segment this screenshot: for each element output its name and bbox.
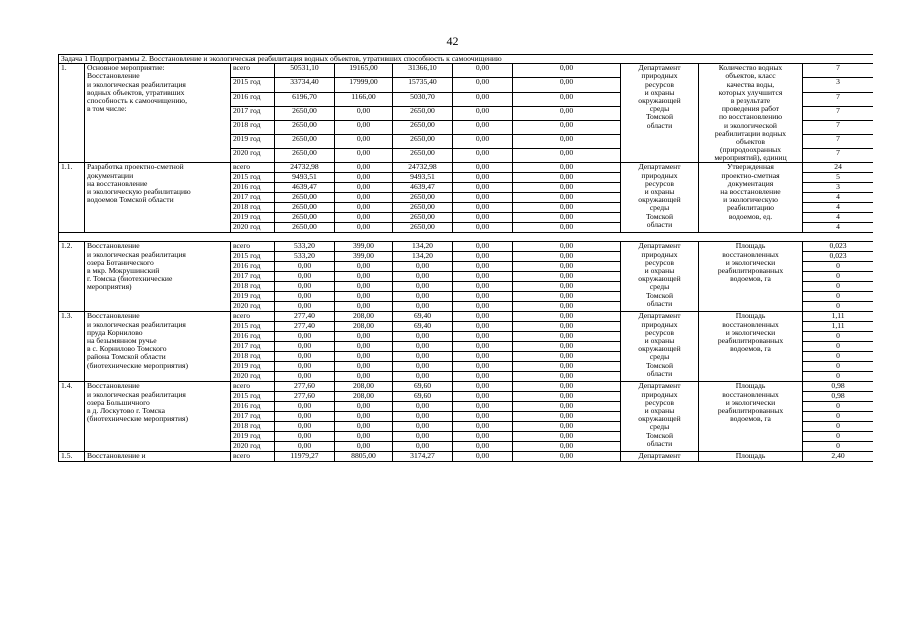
amount-cell: 0,00: [393, 422, 453, 432]
amount-cell: 0,00: [393, 292, 453, 302]
amount-cell: 0,00: [453, 106, 513, 120]
amount-cell: 15735,40: [393, 78, 453, 92]
amount-cell: 0,00: [275, 332, 335, 342]
amount-cell: 0,00: [275, 352, 335, 362]
amount-cell: 2650,00: [275, 193, 335, 203]
table-row: [59, 242, 874, 252]
item-name: Восстановление и экологическая реабилитация пруда Корнилово на безымянном ручье в с. Корнилово Томского района Томской области (биотехнические мероприятия): [85, 312, 231, 382]
amount-cell: 0,00: [513, 64, 621, 78]
amount-cell: 0,00: [335, 292, 393, 302]
amount-cell: 0,00: [275, 372, 335, 382]
amount-cell: 0,00: [513, 382, 621, 392]
amount-cell: 3174,27: [393, 452, 453, 462]
amount-cell: 134,20: [393, 242, 453, 252]
amount-cell: 0,00: [513, 422, 621, 432]
period-cell: 2020 год: [231, 302, 275, 312]
indicator-value: 7: [803, 64, 874, 78]
indicator-value: 7: [803, 149, 874, 163]
indicator-value: 1,11: [803, 322, 874, 332]
amount-cell: 2650,00: [275, 213, 335, 223]
amount-cell: 0,00: [393, 402, 453, 412]
amount-cell: 0,00: [453, 362, 513, 372]
period-cell: 2020 год: [231, 372, 275, 382]
item-number: 1.4.: [59, 382, 85, 452]
amount-cell: 24732,98: [393, 163, 453, 173]
period-cell: 2016 год: [231, 402, 275, 412]
amount-cell: 0,00: [453, 193, 513, 203]
amount-cell: 0,00: [393, 272, 453, 282]
indicator-name: Утвержденная проектно-сметная документация на восстановление и экологическую реабилитацию водоемов, ед.: [699, 163, 803, 233]
amount-cell: 0,00: [393, 262, 453, 272]
item-name: Разработка проектно-сметной документации на восстановление и экологическую реабилитацию водоемов Томской области: [85, 163, 231, 233]
indicator-value: 0,023: [803, 252, 874, 262]
amount-cell: 0,00: [335, 213, 393, 223]
amount-cell: 0,00: [513, 412, 621, 422]
amount-cell: 0,00: [513, 149, 621, 163]
amount-cell: 0,00: [513, 312, 621, 322]
amount-cell: 0,00: [335, 149, 393, 163]
amount-cell: 0,00: [393, 412, 453, 422]
amount-cell: 0,00: [453, 412, 513, 422]
amount-cell: 0,00: [335, 332, 393, 342]
indicator-value: 0: [803, 352, 874, 362]
amount-cell: 0,00: [335, 432, 393, 442]
indicator-value: 7: [803, 135, 874, 149]
amount-cell: 0,00: [275, 422, 335, 432]
period-cell: 2018 год: [231, 352, 275, 362]
amount-cell: 0,00: [275, 302, 335, 312]
amount-cell: 0,00: [393, 302, 453, 312]
amount-cell: 533,20: [275, 242, 335, 252]
item-name: Восстановление и экологическая реабилитация озера Большичного в д. Лоскутово г. Томска (биотехнические мероприятия): [85, 382, 231, 452]
indicator-value: 0: [803, 292, 874, 302]
amount-cell: 4639,47: [393, 183, 453, 193]
period-cell: 2019 год: [231, 135, 275, 149]
amount-cell: 0,00: [513, 332, 621, 342]
executor-cell: Департамент природных ресурсов и охраны окружающей среды Томской области: [621, 64, 699, 163]
table-row: [59, 452, 874, 462]
amount-cell: 0,00: [513, 292, 621, 302]
amount-cell: 0,00: [453, 252, 513, 262]
amount-cell: 0,00: [453, 422, 513, 432]
indicator-name: Площадь восстановленных и экологически реабилитированных водоемов, га: [699, 312, 803, 382]
indicator-value: 0: [803, 262, 874, 272]
period-cell: 2018 год: [231, 120, 275, 134]
amount-cell: 0,00: [335, 352, 393, 362]
period-cell: 2018 год: [231, 203, 275, 213]
executor-cell: Департамент природных ресурсов и охраны окружающей среды Томской области: [621, 163, 699, 233]
amount-cell: 17999,00: [335, 78, 393, 92]
amount-cell: 2650,00: [275, 120, 335, 134]
amount-cell: 9493,51: [275, 173, 335, 183]
amount-cell: 208,00: [335, 392, 393, 402]
amount-cell: 0,00: [513, 78, 621, 92]
amount-cell: 0,00: [453, 223, 513, 233]
item-name: Основное мероприятие: Восстановление и экологическая реабилитация водных объектов, утративших способность к самоочищению, в том числе:: [85, 64, 231, 163]
amount-cell: 0,00: [513, 342, 621, 352]
period-cell: 2015 год: [231, 78, 275, 92]
period-cell: 2015 год: [231, 173, 275, 183]
task-header-row: [59, 55, 874, 64]
amount-cell: 134,20: [393, 252, 453, 262]
indicator-value: 0: [803, 432, 874, 442]
amount-cell: 0,00: [393, 332, 453, 342]
indicator-value: 7: [803, 92, 874, 106]
amount-cell: 2650,00: [275, 149, 335, 163]
executor-cell: Департамент природных ресурсов и охраны окружающей среды Томской области: [621, 312, 699, 382]
amount-cell: 1166,00: [335, 92, 393, 106]
period-cell: всего: [231, 64, 275, 78]
amount-cell: 0,00: [335, 372, 393, 382]
amount-cell: 0,00: [335, 412, 393, 422]
indicator-value: 4: [803, 213, 874, 223]
amount-cell: 0,00: [453, 292, 513, 302]
indicator-value: 0: [803, 422, 874, 432]
amount-cell: 0,00: [513, 372, 621, 382]
amount-cell: 0,00: [453, 64, 513, 78]
amount-cell: 0,00: [453, 213, 513, 223]
period-cell: всего: [231, 242, 275, 252]
amount-cell: 0,00: [335, 223, 393, 233]
period-cell: 2020 год: [231, 442, 275, 452]
amount-cell: 0,00: [275, 402, 335, 412]
indicator-value: 4: [803, 223, 874, 233]
amount-cell: 69,60: [393, 382, 453, 392]
amount-cell: 69,40: [393, 312, 453, 322]
amount-cell: 2650,00: [393, 135, 453, 149]
amount-cell: 2650,00: [275, 135, 335, 149]
amount-cell: 0,00: [335, 422, 393, 432]
period-cell: 2016 год: [231, 92, 275, 106]
amount-cell: 0,00: [513, 92, 621, 106]
spacer-row: [59, 233, 874, 242]
amount-cell: 0,00: [513, 262, 621, 272]
spacer-cell: [59, 233, 874, 242]
amount-cell: 0,00: [513, 135, 621, 149]
amount-cell: 0,00: [393, 372, 453, 382]
amount-cell: 0,00: [453, 312, 513, 322]
period-cell: всего: [231, 312, 275, 322]
amount-cell: 0,00: [275, 272, 335, 282]
amount-cell: 0,00: [513, 242, 621, 252]
indicator-value: 0: [803, 272, 874, 282]
amount-cell: 0,00: [393, 342, 453, 352]
amount-cell: 5030,70: [393, 92, 453, 106]
table-row: [59, 163, 874, 173]
amount-cell: 2650,00: [275, 106, 335, 120]
amount-cell: 0,00: [335, 163, 393, 173]
amount-cell: 0,00: [513, 183, 621, 193]
executor-cell: Департамент природных ресурсов и охраны окружающей среды Томской области: [621, 242, 699, 312]
amount-cell: 0,00: [275, 412, 335, 422]
amount-cell: 0,00: [335, 135, 393, 149]
amount-cell: 0,00: [335, 272, 393, 282]
amount-cell: 0,00: [393, 432, 453, 442]
indicator-value: 0,98: [803, 392, 874, 402]
amount-cell: 0,00: [335, 183, 393, 193]
table-row: [59, 312, 874, 322]
amount-cell: 0,00: [453, 442, 513, 452]
amount-cell: 277,60: [275, 382, 335, 392]
amount-cell: 208,00: [335, 312, 393, 322]
amount-cell: 2650,00: [275, 203, 335, 213]
period-cell: 2017 год: [231, 193, 275, 203]
amount-cell: 0,00: [453, 149, 513, 163]
amount-cell: 0,00: [513, 322, 621, 332]
amount-cell: 0,00: [335, 402, 393, 412]
amount-cell: 0,00: [275, 442, 335, 452]
amount-cell: 0,00: [513, 402, 621, 412]
indicator-value: 7: [803, 120, 874, 134]
amount-cell: 0,00: [275, 362, 335, 372]
amount-cell: 2650,00: [275, 223, 335, 233]
amount-cell: 277,60: [275, 392, 335, 402]
indicator-value: 24: [803, 163, 874, 173]
amount-cell: 0,00: [513, 173, 621, 183]
amount-cell: 208,00: [335, 322, 393, 332]
amount-cell: 0,00: [453, 272, 513, 282]
amount-cell: 31366,10: [393, 64, 453, 78]
indicator-value: 0: [803, 372, 874, 382]
amount-cell: 0,00: [453, 402, 513, 412]
item-number: 1.1.: [59, 163, 85, 233]
amount-cell: 0,00: [513, 203, 621, 213]
amount-cell: 24732,98: [275, 163, 335, 173]
indicator-value: 4: [803, 193, 874, 203]
amount-cell: 0,00: [453, 392, 513, 402]
amount-cell: 533,20: [275, 252, 335, 262]
period-cell: 2019 год: [231, 213, 275, 223]
period-cell: 2017 год: [231, 272, 275, 282]
amount-cell: 0,00: [335, 203, 393, 213]
period-cell: 2015 год: [231, 322, 275, 332]
amount-cell: 8805,00: [335, 452, 393, 462]
amount-cell: 69,40: [393, 322, 453, 332]
amount-cell: 0,00: [513, 120, 621, 134]
indicator-value: 0: [803, 342, 874, 352]
period-cell: 2019 год: [231, 292, 275, 302]
period-cell: 2019 год: [231, 432, 275, 442]
indicator-value: 0: [803, 282, 874, 292]
period-cell: всего: [231, 382, 275, 392]
amount-cell: 0,00: [513, 452, 621, 462]
amount-cell: 0,00: [453, 302, 513, 312]
amount-cell: 50531,10: [275, 64, 335, 78]
amount-cell: 0,00: [335, 106, 393, 120]
amount-cell: 2650,00: [393, 120, 453, 134]
amount-cell: 0,00: [335, 173, 393, 183]
amount-cell: 0,00: [513, 252, 621, 262]
table-row: [59, 382, 874, 392]
period-cell: 2017 год: [231, 106, 275, 120]
period-cell: 2018 год: [231, 422, 275, 432]
item-number: 1.2.: [59, 242, 85, 312]
indicator-value: 0: [803, 412, 874, 422]
amount-cell: 0,00: [335, 442, 393, 452]
amount-cell: 0,00: [513, 106, 621, 120]
indicator-value: 0,98: [803, 382, 874, 392]
page-number: 42: [446, 34, 459, 48]
indicator-value: 4: [803, 203, 874, 213]
period-cell: 2020 год: [231, 223, 275, 233]
period-cell: 2016 год: [231, 332, 275, 342]
indicator-value: 7: [803, 106, 874, 120]
amount-cell: 0,00: [453, 203, 513, 213]
amount-cell: 2650,00: [393, 193, 453, 203]
indicator-value: 0: [803, 402, 874, 412]
amount-cell: 0,00: [513, 302, 621, 312]
amount-cell: 0,00: [275, 282, 335, 292]
amount-cell: 0,00: [275, 292, 335, 302]
indicator-value: 2,40: [803, 452, 874, 462]
indicator-value: 0: [803, 362, 874, 372]
amount-cell: 0,00: [335, 262, 393, 272]
amount-cell: 9493,51: [393, 173, 453, 183]
amount-cell: 0,00: [335, 282, 393, 292]
amount-cell: 0,00: [393, 282, 453, 292]
amount-cell: 0,00: [393, 442, 453, 452]
indicator-name: Площадь восстановленных и экологически реабилитированных водоемов, га: [699, 382, 803, 452]
indicator-value: 0: [803, 442, 874, 452]
amount-cell: 0,00: [453, 173, 513, 183]
amount-cell: 0,00: [513, 392, 621, 402]
item-name: Восстановление и экологическая реабилитация озера Ботанического в мкр. Мокрушинский г. Томска (биотехнические мероприятия): [85, 242, 231, 312]
amount-cell: 0,00: [275, 432, 335, 442]
amount-cell: 0,00: [513, 282, 621, 292]
amount-cell: 0,00: [513, 193, 621, 203]
item-number: 1.: [59, 64, 85, 163]
period-cell: 2016 год: [231, 183, 275, 193]
amount-cell: 0,00: [453, 452, 513, 462]
amount-cell: 0,00: [335, 362, 393, 372]
item-name: Восстановление и: [85, 452, 231, 462]
indicator-name: Количество водных объектов, класс качества воды, которых улучшится в результате проведения работ по восстановлению и экологической реабилитации водных объектов (природоохранных мероприятий), единиц: [699, 64, 803, 163]
task-header: Задача 1 Подпрограммы 2. Восстановление и экологическая реабилитация водных объектов, утративших способность к самоочищению: [59, 55, 874, 64]
amount-cell: 0,00: [335, 193, 393, 203]
period-cell: всего: [231, 452, 275, 462]
amount-cell: 0,00: [453, 163, 513, 173]
amount-cell: 0,00: [453, 183, 513, 193]
amount-cell: 0,00: [453, 342, 513, 352]
amount-cell: 0,00: [453, 92, 513, 106]
amount-cell: 33734,40: [275, 78, 335, 92]
amount-cell: 0,00: [453, 432, 513, 442]
amount-cell: 277,40: [275, 312, 335, 322]
amount-cell: 0,00: [513, 362, 621, 372]
amount-cell: 277,40: [275, 322, 335, 332]
amount-cell: 0,00: [275, 342, 335, 352]
indicator-name: Площадь восстановленных и экологически реабилитированных водоемов, га: [699, 242, 803, 312]
amount-cell: 0,00: [453, 135, 513, 149]
amount-cell: 0,00: [513, 352, 621, 362]
amount-cell: 0,00: [453, 242, 513, 252]
amount-cell: 0,00: [513, 442, 621, 452]
amount-cell: 69,60: [393, 392, 453, 402]
amount-cell: 2650,00: [393, 149, 453, 163]
amount-cell: 0,00: [513, 163, 621, 173]
period-cell: 2020 год: [231, 149, 275, 163]
period-cell: всего: [231, 163, 275, 173]
indicator-value: 3: [803, 183, 874, 193]
amount-cell: 0,00: [453, 78, 513, 92]
amount-cell: 399,00: [335, 252, 393, 262]
period-cell: 2019 год: [231, 362, 275, 372]
indicator-value: 0: [803, 302, 874, 312]
amount-cell: 2650,00: [393, 203, 453, 213]
amount-cell: 208,00: [335, 382, 393, 392]
item-number: 1.3.: [59, 312, 85, 382]
item-number: 1.5.: [59, 452, 85, 462]
amount-cell: 0,00: [513, 272, 621, 282]
amount-cell: 0,00: [393, 362, 453, 372]
amount-cell: 0,00: [335, 302, 393, 312]
indicator-name: Площадь: [699, 452, 803, 462]
indicator-value: 3: [803, 78, 874, 92]
amount-cell: 0,00: [453, 382, 513, 392]
amount-cell: 399,00: [335, 242, 393, 252]
period-cell: 2016 год: [231, 262, 275, 272]
executor-cell: Департамент природных ресурсов и охраны окружающей среды Томской области: [621, 382, 699, 452]
indicator-value: 0,023: [803, 242, 874, 252]
program-table: [58, 54, 873, 462]
amount-cell: 19165,00: [335, 64, 393, 78]
amount-cell: 0,00: [453, 332, 513, 342]
amount-cell: 0,00: [393, 352, 453, 362]
amount-cell: 0,00: [513, 432, 621, 442]
amount-cell: 0,00: [335, 120, 393, 134]
period-cell: 2015 год: [231, 392, 275, 402]
amount-cell: 0,00: [453, 262, 513, 272]
executor-cell: Департамент: [621, 452, 699, 462]
amount-cell: 2650,00: [393, 213, 453, 223]
amount-cell: 2650,00: [393, 106, 453, 120]
program-table-container: [58, 54, 873, 640]
period-cell: 2017 год: [231, 342, 275, 352]
period-cell: 2018 год: [231, 282, 275, 292]
period-cell: 2017 год: [231, 412, 275, 422]
amount-cell: 4639,47: [275, 183, 335, 193]
amount-cell: 2650,00: [393, 223, 453, 233]
amount-cell: 6196,70: [275, 92, 335, 106]
indicator-value: 1,11: [803, 312, 874, 322]
amount-cell: 0,00: [453, 322, 513, 332]
amount-cell: 11979,27: [275, 452, 335, 462]
amount-cell: 0,00: [513, 213, 621, 223]
amount-cell: 0,00: [513, 223, 621, 233]
table-row: [59, 64, 874, 78]
amount-cell: 0,00: [453, 372, 513, 382]
indicator-value: 5: [803, 173, 874, 183]
amount-cell: 0,00: [453, 282, 513, 292]
period-cell: 2015 год: [231, 252, 275, 262]
indicator-value: 0: [803, 332, 874, 342]
amount-cell: 0,00: [335, 342, 393, 352]
amount-cell: 0,00: [453, 352, 513, 362]
amount-cell: 0,00: [275, 262, 335, 272]
amount-cell: 0,00: [453, 120, 513, 134]
